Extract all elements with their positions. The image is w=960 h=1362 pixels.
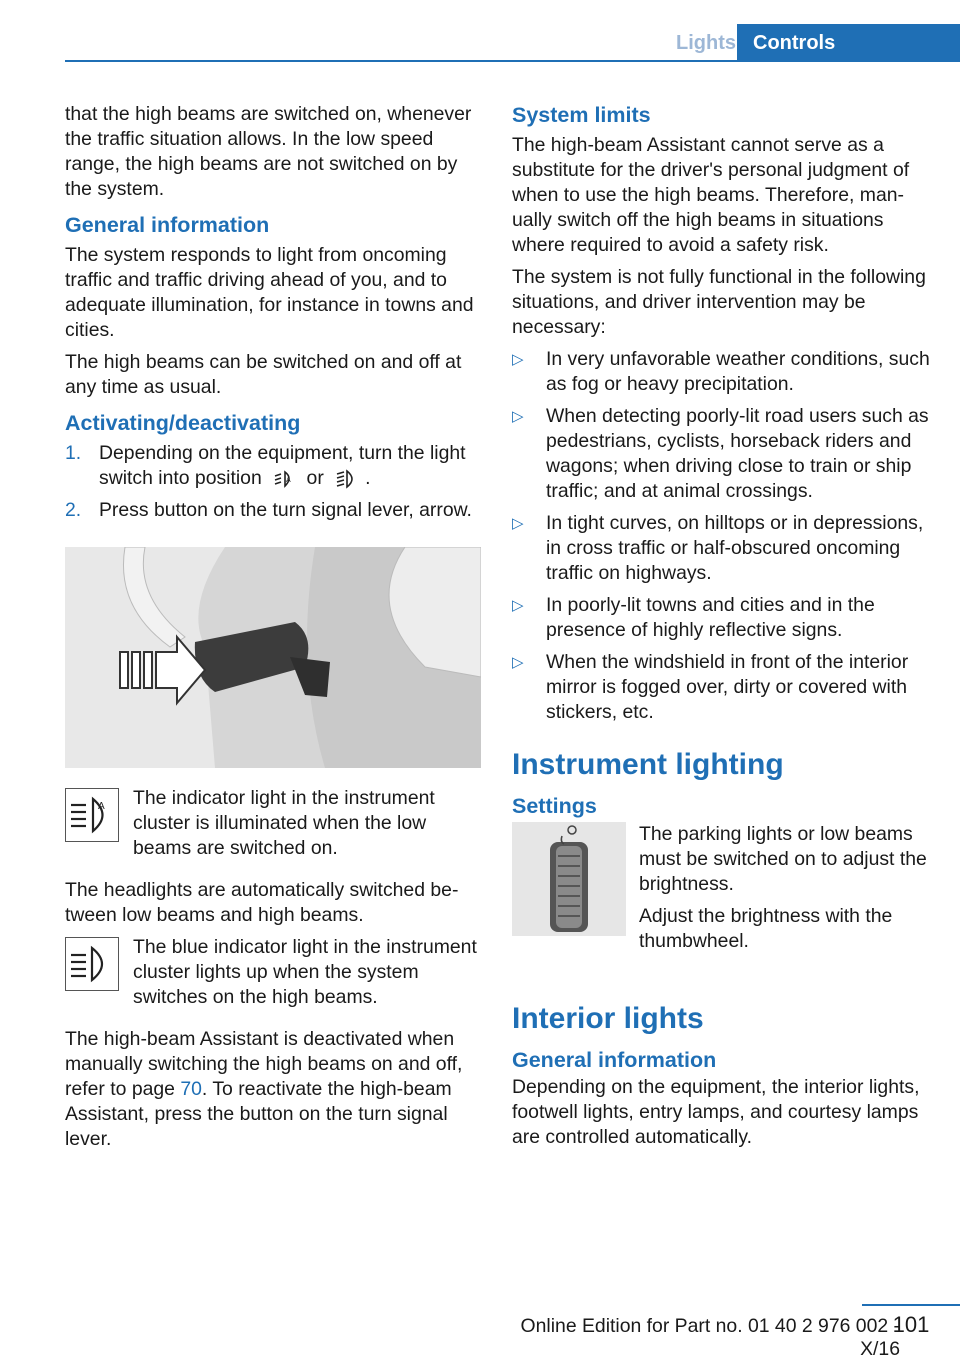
limits-paragraph-2: The system is not fully functional in the following situations, and driver intervention may be necessary: bbox=[512, 266, 926, 338]
settings-paragraph-2: Adjust the brightness with the thumbwheel. bbox=[639, 905, 893, 952]
turn-signal-lever-photo bbox=[65, 547, 481, 768]
step-number: 1. bbox=[65, 442, 82, 464]
heading-activating: Activating/deactivating bbox=[65, 411, 301, 435]
list-item: ▷ In tight curves, on hilltops or in depressions, in cross traffic or half-obscured oncoming traffic on highways. bbox=[512, 512, 924, 584]
step-number: 2. bbox=[65, 499, 82, 521]
svg-text:A: A bbox=[286, 476, 291, 484]
bullet-icon: ▷ bbox=[512, 408, 524, 425]
heading-settings: Settings bbox=[512, 794, 597, 818]
page-link[interactable]: 70 bbox=[180, 1078, 202, 1100]
high-beam-indicator-icon bbox=[65, 937, 119, 991]
bullet-icon: ▷ bbox=[512, 597, 524, 614]
indicator-2-text: The blue indicator light in the instrument cluster lights up when the system switches on the high beams. bbox=[133, 936, 477, 1008]
page-number-rule bbox=[862, 1304, 960, 1306]
page-number: 101 bbox=[892, 1312, 930, 1337]
list-item: ▷ When the windshield in front of the interior mirror is fogged over, dirty or covered with stickers, etc. bbox=[512, 651, 909, 723]
footer-edition: Online Edition for Part no. 01 40 2 976 002 - X/16 bbox=[520, 1315, 900, 1360]
settings-text bbox=[639, 822, 930, 961]
bullet-icon: ▷ bbox=[512, 515, 524, 532]
lever-illustration bbox=[65, 547, 481, 768]
auto-headlight-icon bbox=[273, 468, 295, 490]
low-beam-indicator-row bbox=[65, 786, 483, 868]
step-1 bbox=[65, 441, 483, 491]
right-column bbox=[512, 102, 930, 1157]
tab-controls[interactable]: Controls bbox=[737, 24, 960, 62]
list-item: ▷ In poorly-lit towns and cities and in the presence of highly reflective signs. bbox=[512, 594, 875, 641]
general-paragraph-1: The system responds to light from oncoming traffic and traffic driving ahead of you, and to adequate illumination, for instance in towns and cities. bbox=[65, 244, 474, 341]
high-beam-indicator-row bbox=[65, 935, 483, 1017]
header-rule bbox=[65, 60, 960, 62]
general-paragraph-2: The high beams can be switched on and off at any time as usual. bbox=[65, 351, 462, 398]
low-beam-icon bbox=[335, 468, 359, 490]
tab-lights[interactable]: Lights bbox=[676, 32, 736, 54]
left-column bbox=[65, 102, 483, 1159]
limits-paragraph-1: The high-beam Assistant cannot serve as a substitute for the driver's personal judgment of when to use the high beams. Therefore, manually switch off the high beams in situations where required to avoid a safety risk. bbox=[512, 134, 910, 256]
indicator-1-text: The indicator light in the instrument cluster is illuminated when the low beams are switched on. bbox=[133, 787, 435, 859]
auto-switch-text: The headlights are automatically switched between low beams and high beams. bbox=[65, 879, 459, 926]
step-text: Press button on the turn signal lever, arrow. bbox=[99, 499, 472, 521]
bullet-icon: ▷ bbox=[512, 351, 524, 368]
heading-general-information-2: General information bbox=[512, 1048, 717, 1072]
heading-system-limits: System limits bbox=[512, 103, 651, 127]
step-2 bbox=[65, 498, 483, 523]
list-item: ▷ In very unfavorable weather conditions, such as fog or heavy precipitation. bbox=[512, 348, 930, 395]
bullet-icon: ▷ bbox=[512, 654, 524, 671]
svg-text:A: A bbox=[98, 801, 105, 812]
heading-instrument-lighting: Instrument lighting bbox=[512, 748, 784, 781]
heading-interior-lights: Interior lights bbox=[512, 1002, 704, 1035]
intro-text: that the high beams are switched on, whenever the traffic situation allows. In the low speed range, the high beams are not switched on by the system. bbox=[65, 103, 472, 200]
interior-paragraph: Depending on the equipment, the interior lights, footwell lights, entry lamps, and courtesy lamps are controlled automatically. bbox=[512, 1076, 920, 1148]
thumbwheel-icon bbox=[512, 822, 626, 936]
thumbwheel-image bbox=[512, 822, 626, 936]
step-text: Depending on the equipment, turn the light switch into position A or . bbox=[99, 442, 466, 489]
settings-paragraph-1: The parking lights or low beams must be switched on to adjust the brightness. bbox=[639, 823, 927, 895]
low-beam-indicator-icon bbox=[65, 788, 119, 842]
list-item: ▷ When detecting poorly-lit road users such as pedestrians, cyclists, horseback riders and wagons; when driving close to train or ship traffic; and at animal crossings. bbox=[512, 405, 929, 502]
thumbwheel-row bbox=[512, 822, 930, 961]
heading-general-information: General information bbox=[65, 213, 270, 237]
deactivate-text: The high-beam Assistant is deactivated when manually switching the high beams on and off, refer to page 70. To reactivate the high-beam Assistant, press the button on the turn signal lever. bbox=[65, 1028, 463, 1150]
